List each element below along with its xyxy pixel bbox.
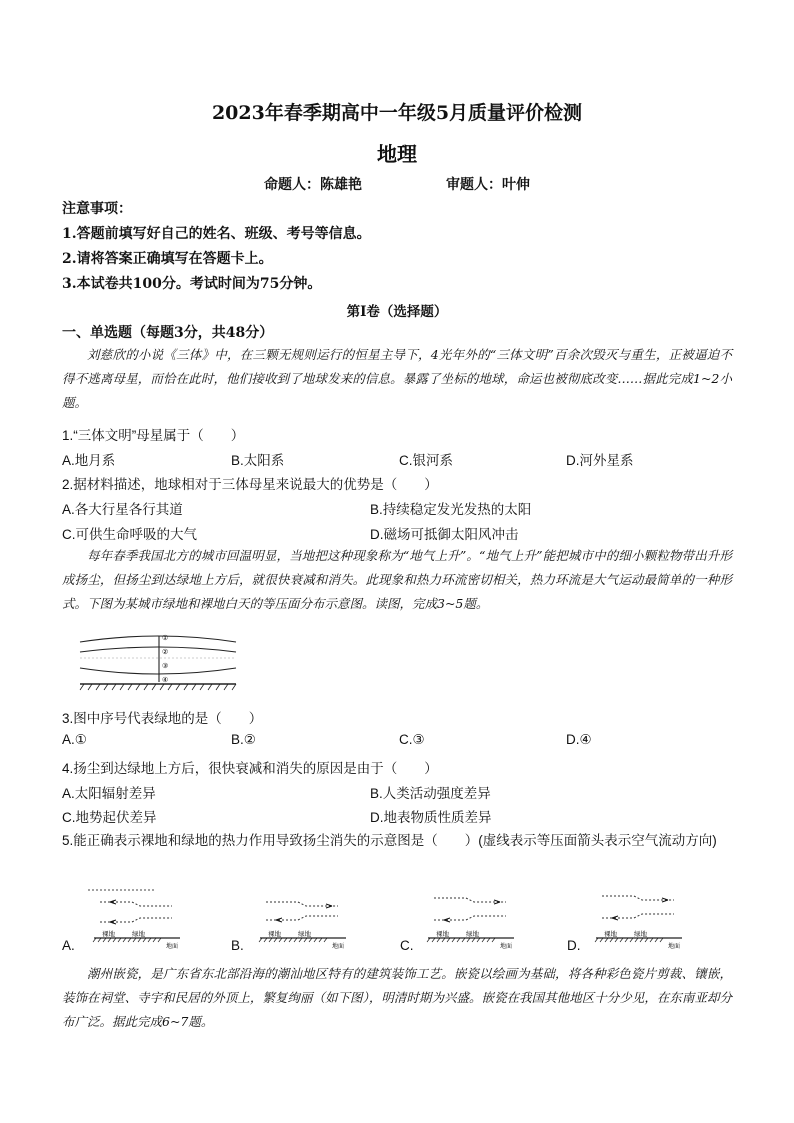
q3-option-b: B.② [231, 732, 256, 747]
isobar-label: ③ [162, 663, 169, 670]
q3-option-d: D.④ [566, 732, 592, 747]
isobar-figure [76, 628, 240, 694]
ground-label: 地面 [668, 944, 681, 950]
q1-option-c: C.银河系 [399, 453, 453, 468]
subject-title: 地理 [377, 142, 417, 166]
circulation-diagram-c [420, 884, 520, 952]
bare-land-label: 裸地 [604, 931, 617, 938]
green-land-label: 绿地 [298, 931, 311, 938]
reviewer: 审题人：叶伸 [446, 177, 530, 193]
question-1-stem: 1.“三体文明”母星属于（ ） [62, 428, 245, 443]
passage-text: 每年春季我国北方的城市回温明显，当地把这种现象称为“地气上升”。“地气上升”能把城市中的细小颗粒物带出升形成扬尘，但扬尘到达绿地上方后，就很快衰减和消失。此现象和热力环流密切相关，热力环流是大气运动最简单的一种形式。下图为某城市绿地和裸地白天的等压面分布示意图。读图，完成3~5题。 [62, 548, 732, 611]
author: 命题人：陈雄艳 [264, 177, 362, 193]
q2-option-c: C.可供生命呼吸的大气 [62, 527, 197, 542]
bare-land-label: 裸地 [436, 931, 449, 938]
green-land-label: 绿地 [132, 931, 145, 938]
q1-option-d: D.河外星系 [566, 453, 634, 468]
exam-title: 2023年春季期高中一年级5月质量评价检测 [211, 102, 583, 124]
q3-option-c: C.③ [399, 732, 425, 747]
q4-option-c: C.地势起伏差异 [62, 810, 157, 825]
question-5-stem: 5.能正确表示裸地和绿地的热力作用导致扬尘消失的示意图是（ ）(虚线表示等压面箭头表示空气流动方向) [62, 833, 717, 848]
ground-label: 地面 [332, 944, 345, 950]
q5-option-b[interactable]: B. [231, 938, 244, 953]
notes-heading: 注意事项： [62, 201, 132, 217]
q2-option-a: A.各大行星各行其道 [62, 502, 183, 517]
q5-option-d[interactable]: D. [567, 938, 581, 953]
passage-2 [62, 544, 732, 616]
isobar-label: ② [162, 649, 169, 656]
q5-option-a[interactable]: A. [62, 938, 75, 953]
circulation-diagram-a [86, 884, 186, 952]
passage-text: 潮州嵌瓷，是广东省东北部沿海的潮汕地区特有的建筑装饰工艺。嵌瓷以绘画为基础，将各种彩色瓷片剪裁、镶嵌，装饰在祠堂、寺宇和民居的外顶上，繁复绚丽（如下图），明清时期为兴盛。嵌瓷在我国其他地区十分少见，在东南亚却分布广泛。据此完成6~7题。 [62, 966, 732, 1029]
ground-label: 地面 [500, 944, 513, 950]
q4-option-b: B.人类活动强度差异 [370, 786, 491, 801]
note-item: 3.本试卷共100分。考试时间为75分钟。 [62, 276, 322, 292]
isobar-label: ④ [162, 677, 169, 684]
note-item: 1.答题前填写好自己的姓名、班级、考号等信息。 [62, 226, 371, 242]
ground-label: 地面 [166, 944, 179, 950]
circulation-diagram-b [252, 884, 352, 952]
q5-option-c[interactable]: C. [400, 938, 414, 953]
green-land-label: 绿地 [634, 931, 647, 938]
volume-heading: 第Ⅰ卷（选择题） [346, 304, 448, 320]
green-land-label: 绿地 [466, 931, 479, 938]
q3-option-a: A.① [62, 732, 87, 747]
passage-1 [62, 343, 732, 415]
q2-option-b: B.持续稳定发光发热的太阳 [370, 502, 532, 517]
circulation-diagram-d [588, 884, 688, 952]
question-2-stem: 2.据材料描述，地球相对于三体母星来说最大的优势是（ ） [62, 477, 438, 492]
passage-3 [62, 962, 732, 1034]
q4-option-a: A.太阳辐射差异 [62, 786, 156, 801]
q1-option-a: A.地月系 [62, 453, 116, 468]
q2-option-d: D.磁场可抵御太阳风冲击 [370, 527, 519, 542]
bare-land-label: 裸地 [102, 931, 115, 938]
question-4-stem: 4.扬尘到达绿地上方后，很快衰减和消失的原因是由于（ ） [62, 761, 438, 776]
part-heading: 一、单选题（每题3分，共48分） [62, 325, 274, 341]
authors-line [0, 174, 794, 194]
q1-option-b: B.太阳系 [231, 453, 285, 468]
question-3-stem: 3.图中序号代表绿地的是（ ） [62, 711, 263, 726]
isobar-label: ① [162, 635, 169, 642]
bare-land-label: 裸地 [268, 931, 281, 938]
q4-option-d: D.地表物质性质差异 [370, 810, 492, 825]
note-item: 2.请将答案正确填写在答题卡上。 [62, 251, 273, 267]
passage-text: 刘慈欣的小说《三体》中，在三颗无规则运行的恒星主导下，4光年外的“三体文明”百余次毁灭与重生，正被逼迫不得不逃离母星，而恰在此时，他们接收到了地球发来的信息。暴露了坐标的地球，命运也被彻底改变……据此完成1~2小题。 [62, 347, 732, 410]
